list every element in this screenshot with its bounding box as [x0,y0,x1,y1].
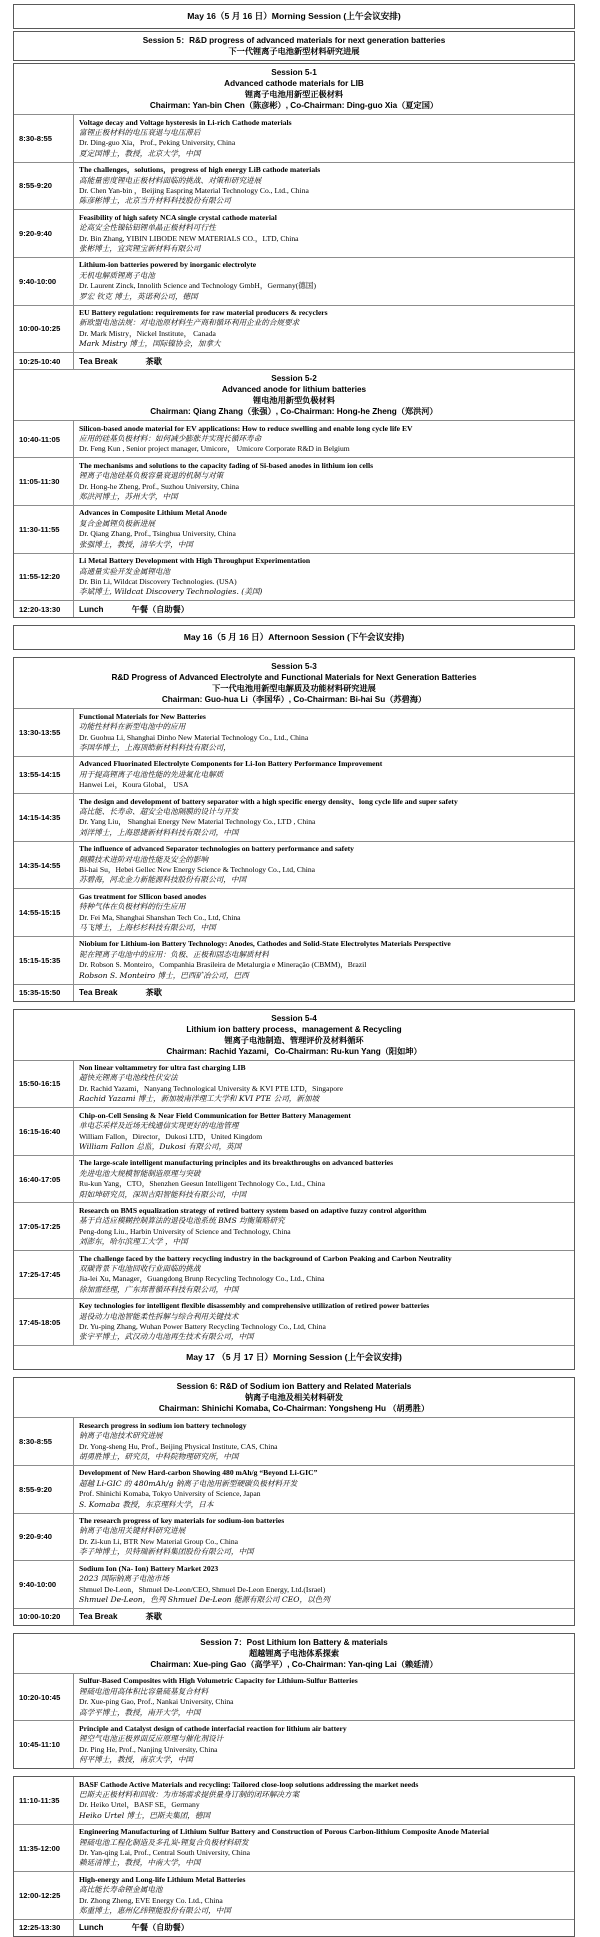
talk-line-cn: 锂离子电池硅基负极容量衰退的机制与对策 [79,471,224,481]
talk-title: Development of New Hard-carbon Showing 480 mAh/g “Beyond Li-GIC” [79,1468,318,1478]
talk-row [14,209,574,257]
talk-row [14,1777,574,1824]
talk-row [14,553,574,601]
talk-content [74,1466,574,1513]
talk-row [14,1871,574,1919]
talk-row [14,1673,574,1721]
time-cell: 11:55-12:20 [14,554,74,601]
session-header-line: Session 5：R&D progress of advanced materials for next generation batteries [142,36,446,45]
speaker-line: Dr. Feng Kun , Senior project manager, Umicore， Umicore Corporate R&D in Belgium [79,444,350,454]
talk-line-cn: 郑洪河博士，苏州大学，中国 [79,492,178,502]
talk-title: Functional Materials for New Batteries [79,711,206,721]
session-header-line: Chairman: Xue-ping Gao（高学平）, Co-Chairman: Yan-qing Lai（赖延清） [150,1659,438,1669]
talk-line-cn: 高能量密度锂电正极材料面临的挑战、对策和研究进展 [79,175,262,185]
talk-line-cn: 刘洋博士，上海恩捷新材料科技有限公司，中国 [79,827,239,837]
talk-line-cn: 无机电解质锂离子电池 [79,270,155,280]
session-header [14,1634,574,1673]
talk-title: Sulfur-Based Composites with High Volumetric Capacity for Lithium-Sulfur Batteries [79,1676,358,1686]
speaker-line: Dr. Bin Zhang, YIBIN LIBODE NEW MATERIALS CO.，LTD, China [79,233,299,243]
talk-title: The mechanisms and solutions to the capacity fading of Si-based anodes in lithium ion cells [79,460,374,470]
talk-title: The challenges，solutions，progress of high energy LiB cathode materials [79,165,321,175]
speaker-line: William Fallon，Director，Dukosi LTD，United Kingdom [79,1131,263,1141]
talk-content [74,601,574,617]
talk-content [74,1156,574,1203]
talk-row [14,888,574,936]
speaker-line: Dr. Bin Li, Wildcat Discovery Technologies. (USA) [79,576,237,586]
talk-content [74,985,574,1001]
break-row [14,1919,574,1936]
talk-line-cn: 何平博士，教授，南京大学，中国 [79,1755,193,1765]
speaker-line: Bi-hai Su，Hebei Gellec New Energy Science & Technology Co., Ltd, China [79,865,316,874]
talk-line-cn: 高比能长寿命锂金属电池 [79,1885,163,1895]
time-cell: 16:15-16:40 [14,1108,74,1155]
talk-row [14,756,574,793]
talk-line-cn: Robson S. Monteiro 博士，巴西矿冶公司，巴西 [79,970,249,980]
time-cell: 10:00-10:20 [14,1609,74,1625]
talk-title: Li Metal Battery Development with High Throughput Experimentation [79,556,311,566]
schedule-box [13,1377,575,1626]
time-cell: 14:15-14:35 [14,794,74,841]
break-row [14,600,574,617]
time-cell: 17:25-17:45 [14,1251,74,1298]
day-session-header: May 16（5 月 16 日）Morning Session (上午会议安排) [187,11,401,21]
talk-content [74,210,574,257]
session-header [14,1010,574,1060]
talk-row [14,1202,574,1250]
talk-row [14,1060,574,1108]
talk-content [74,937,574,984]
speaker-line: Shmuel De-Leon，Shmuel De-Leon/CEO, Shmuel De-Leon Energy, Ltd.(Israel) [79,1584,326,1594]
talk-content [74,1108,574,1155]
talk-line-cn: William Fallon 总监，Dukosi 有限公司，英国 [79,1141,242,1151]
talk-content [74,757,574,793]
break-label: Tea Break [79,1612,118,1622]
speaker-line: Dr. Xue-ping Gao, Prof., Nankai University, China [79,1697,234,1707]
break-label-cn: 茶歇 [145,355,162,366]
talk-content [74,306,574,353]
break-label: Lunch [79,1923,104,1933]
talk-title: Silicon-based anode material for EV applications: How to reduce swelling and enable long cycle life EV [79,423,413,433]
talk-line-cn: 复合金属锂负极新进展 [79,518,155,528]
talk-line-cn: 高学平博士，教授，南开大学，中国 [79,1707,201,1717]
speaker-line: Dr. Laurent Zinck, Innolith Science and Technology GmbH，Germany(德国) [79,281,316,291]
session-header-line: Session 6: R&D of Sodium ion Battery and Related Materials [176,1382,412,1392]
talk-title: Principle and Catalyst design of cathode interfacial reaction for lithium air battery [79,1723,347,1733]
speaker-line: Dr. Qiang Zhang, Prof., Tsinghua University, China [79,529,236,539]
time-cell: 8:30-8:55 [14,1418,74,1465]
talk-row [14,708,574,756]
talk-content [74,353,574,369]
speaker-line: Dr. Fei Ma, Shanghai Shanshan Tech Co., Ltd, China [79,912,241,922]
session-header-line: 下一代电池用新型电解质及功能材料研究进展 [212,683,376,694]
session-header-line: Session 5-1 [271,68,317,77]
session-header [14,658,574,708]
talk-content [74,421,574,457]
talk-line-cn: 论高安全性镍钴铝锂单晶正极材料可行性 [79,223,216,233]
schedule-box [13,63,575,618]
speaker-line: Dr. Yong-sheng Hu, Prof., Beijing Physical Institute, CAS, China [79,1441,278,1451]
talk-line-cn: 锂硫电池工程化制造及多孔炭-锂复合负极材料研发 [79,1837,249,1847]
talk-content [74,458,574,505]
talk-title: EU Battery regulation: requirements for raw material producers & recyclers [79,308,328,317]
talk-line-cn: 胡勇胜博士，研究员，中科院物理研究所，中国 [79,1452,239,1462]
talk-line-cn: 陈彦彬博士，北京当升材料科技股份有限公司 [79,196,231,206]
break-label: Lunch [79,604,104,614]
talk-line-cn: 张彬博士，宜宾锂宝新材料有限公司 [79,243,201,253]
speaker-line: Ru-kun Yang，CTO，Shenzhen Geesun Intelligent Technology Co., Ltd., China [79,1179,325,1189]
session-header [14,369,574,420]
speaker-line: Dr. Chen Yan-bin ，Beijing Easpring Material Technology Co., Ltd., China [79,185,309,195]
break-label: Tea Break [79,988,118,998]
talk-line-cn: 锂硫电池用高体积比容量硫基复合材料 [79,1686,209,1696]
session-header-line: Session 7：Post Lithium Ion Battery & materials [200,1637,388,1647]
talk-content [74,1777,574,1824]
session-header-line: 下一代锂离子电池新型材料研究进展 [228,46,360,56]
time-cell: 13:30-13:55 [14,709,74,756]
time-cell: 10:00-10:25 [14,306,74,353]
talk-line-cn: 罗宏 钦克 博士，英诺利公司，德国 [79,291,198,301]
talk-title: Key technologies for intelligent flexible disassembly and comprehensive utilization of retired power batteries [79,1301,430,1311]
session-header-line: Lithium ion battery process、management & Recycling [186,1024,402,1034]
talk-title: Engineering Manufacturing of Lithium Sulfur Battery and Construction of Porous Carbon-lithium Composite Anode Material [79,1827,490,1837]
talk-line-cn: 巴斯夫正极材料和回收：为市场需求提供量身订制的闭环解决方案 [79,1789,300,1799]
time-cell: 17:45-18:05 [14,1299,74,1346]
break-label-cn: 茶歇 [145,1611,162,1622]
session-header-line: Chairman: Yan-bin Chen（陈彦彬）, Co-Chairman: Ding-guo Xia（夏定国） [149,101,439,110]
talk-line-cn: 高比能、长寿命、超安全电池隔膜的设计与开发 [79,806,239,816]
time-cell: 9:40-10:00 [14,258,74,305]
talk-row [14,457,574,505]
session-header-line: Chairman: Shinichi Komaba, Co-Chairman: Yongsheng Hu （胡勇胜） [158,1404,430,1414]
schedule-table [13,4,575,1937]
time-cell: 15:50-16:15 [14,1061,74,1108]
talk-content [74,554,574,601]
schedule-box [13,31,575,61]
talk-row [14,257,574,305]
talk-content [74,1674,574,1721]
talk-line-cn: 马飞博士，上海杉杉科技有限公司，中国 [79,923,216,933]
talk-title: High-energy and Long-life Lithium Metal Batteries [79,1874,246,1884]
talk-title: Niobium for Lithium-ion Battery Technology: Anodes, Cathodes and Solid-State Electrolytes Materials Perspective [79,939,451,949]
speaker-line: Dr. Heiko Urtel，BASF SE，Germany [79,1800,200,1810]
time-cell: 14:55-15:15 [14,889,74,936]
time-cell: 10:25-10:40 [14,353,74,369]
talk-line-cn: 隔膜技术进阶对电池性能及安全的影响 [79,854,209,864]
talk-line-cn: 锂空气电池正极界面反应原理与催化剂设计 [79,1734,224,1744]
talk-title: Chip-on-Cell Sensing & Near Field Communication for Better Battery Management [79,1110,351,1120]
speaker-line: Dr. Robson S. Monteiro，Companhia Brasileira de Metalurgia e Mineração (CBMM)，Brazil [79,960,367,970]
talk-title: Sodium Ion (Na- Ion) Battery Market 2023 [79,1563,219,1573]
break-label-cn: 午餐（自助餐） [131,603,189,614]
talk-row [14,114,574,162]
talk-row [14,1560,574,1608]
talk-line-cn: 张强博士，教授，清华大学，中国 [79,539,193,549]
time-cell: 11:10-11:35 [14,1777,74,1824]
time-cell: 15:35-15:50 [14,985,74,1001]
talk-content [74,1825,574,1872]
time-cell: 8:30-8:55 [14,115,74,162]
speaker-line: Dr. Zhong Zheng, EVE Energy Co. Ltd., China [79,1895,223,1905]
talk-line-cn: 先进电池大规模智能制造原理与突破 [79,1168,201,1178]
talk-content [74,1561,574,1608]
talk-line-cn: S. Komaba 教授，东京理科大学，日本 [79,1499,214,1509]
talk-row [14,936,574,984]
talk-line-cn: 特种气体在负极材料的衍生应用 [79,902,186,912]
time-cell: 15:15-15:35 [14,937,74,984]
session-header-line: Session 5-4 [271,1013,317,1023]
session-header-line: Chairman: Guo-hua Li（李国华）, Co-Chairman: Bi-hai Su（苏碧海） [161,695,427,705]
talk-row [14,1513,574,1561]
talk-line-cn: 李国华博士，上海顶皓新材料科技有限公司， [79,742,231,752]
talk-content [74,258,574,305]
talk-row [14,305,574,353]
time-cell: 17:05-17:25 [14,1203,74,1250]
speaker-line: Dr. Hong-he Zheng, Prof., Suzhou University, China [79,481,240,491]
talk-line-cn: 李子坤博士，贝特瑞新材料集团股份有限公司，中国 [79,1547,254,1557]
schedule-box [13,1009,575,1371]
talk-title: The large-scale intelligent manufacturing principles and its breakthroughs on advanced batteries [79,1158,394,1168]
talk-line-cn: 铌在锂离子电池中的应用：负极、正极和固态电解质材料 [79,949,269,959]
time-cell: 10:20-10:45 [14,1674,74,1721]
talk-row [14,420,574,457]
talk-content [74,163,574,210]
session-header-line: R&D Progress of Advanced Electrolyte and Functional Materials for Next Generation Batteries [111,673,477,683]
speaker-line: Jia-lei Xu, Manager，Guangdong Brunp Recycling Technology Co., Ltd., China [79,1274,325,1284]
talk-title: The influence of advanced Separator technologies on battery performance and safety [79,844,354,854]
talk-content [74,1418,574,1465]
talk-row [14,1298,574,1346]
talk-title: Advanced Fluorinated Electrolyte Components for Li-Ion Battery Performance Improvement [79,759,383,769]
talk-line-cn: 高通量实验开发金属锂电池 [79,566,171,576]
time-cell: 8:55-9:20 [14,163,74,210]
talk-content [74,709,574,756]
speaker-line: Dr. Yan-qing Lai, Prof., Central South University, China [79,1848,250,1857]
talk-line-cn: 富锂正极材料的电压衰退与电压滞后 [79,127,201,137]
talk-title: Gas treatment for SIlicon based anodes [79,891,207,901]
talk-title: Voltage decay and Voltage hysteresis in Li-rich Cathode materials [79,117,292,127]
talk-content [74,1721,574,1768]
speaker-line: Dr. Yang Liu， Shanghai Energy New Material Technology Co., LTD , China [79,817,316,827]
talk-line-cn: Shmuel De-Leon，色列 Shmuel De-Leon 能源有限公司 CEO，以色列 [79,1594,330,1604]
talk-line-cn: 阳如坤研究员，深圳吉阳智能科技有限公司，中国 [79,1189,247,1199]
talk-line-cn: 单电芯采样及近场无线通信实现更好的电池管理 [79,1121,239,1131]
time-cell: 11:30-11:55 [14,506,74,553]
session-header-line: Session 5-3 [271,662,317,672]
speaker-line: Peng-dong Liu., Harbin University of Science and Technology, China [79,1226,291,1236]
time-cell: 13:55-14:15 [14,757,74,793]
speaker-line: Hanwei Lei，Koura Global， USA [79,780,189,790]
break-row [14,1608,574,1625]
schedule-box [13,657,575,1001]
time-cell: 12:25-13:30 [14,1920,74,1936]
talk-title: Feasibility of high safety NCA single crystal cathode material [79,212,277,222]
talk-line-cn: 应用的硅基负极材料：如何减少膨胀并实现长循环寿命 [79,434,262,444]
time-cell: 12:20-13:30 [14,601,74,617]
break-row [14,352,574,369]
talk-content [74,1920,574,1936]
talk-row [14,1720,574,1768]
talk-content [74,506,574,553]
speaker-line: Dr. Mark Mistry，Nickel Institute， Canada [79,328,216,338]
talk-row [14,1107,574,1155]
talk-title: Lithium-ion batteries powered by inorganic electrolyte [79,260,257,270]
talk-content [74,1609,574,1625]
schedule-box [13,1776,575,1937]
talk-line-cn: 赖延清博士，教授，中南大学，中国 [79,1858,201,1868]
talk-line-cn: 2023 国际钠离子电池市场 [79,1574,170,1584]
break-label: Tea Break [79,356,118,366]
talk-title: Research on BMS equalization strategy of retired battery system based on adaptive fuzzy control algorithm [79,1205,427,1215]
time-cell: 10:45-11:10 [14,1721,74,1768]
speaker-line: Prof. Shinichi Komaba, Tokyo University of Science, Japan [79,1489,261,1499]
speaker-line: Dr. Guohua Li, Shanghai Dinho New Material Technology Co., Ltd., China [79,732,309,742]
speaker-line: Dr. Ding-guo Xia，Prof., Peking University, China [79,138,236,148]
session-header-line: 锂离子电池制造、管理评价及材料循环 [224,1034,364,1045]
time-cell: 11:05-11:30 [14,458,74,505]
time-cell: 9:40-10:00 [14,1561,74,1608]
talk-line-cn: 超快充锂离子电池线性伏安法 [79,1073,178,1083]
talk-line-cn: 徐加雷经理，广东邦普循环科技有限公司，中国 [79,1284,239,1294]
session-header [14,1378,574,1417]
session-header-line: 超越锂离子电池体系探索 [248,1647,340,1658]
talk-row [14,1250,574,1298]
talk-row [14,793,574,841]
session-header-line: Advanced cathode materials for LIB [224,79,364,88]
talk-line-cn: 郑重博士，惠州亿纬锂能股份有限公司，中国 [79,1906,231,1916]
talk-line-cn: 刘澎东，哈尔滨理工大学 ，中国 [79,1237,188,1247]
break-label-cn: 午餐（自助餐） [131,1922,189,1933]
talk-line-cn: 基于自适应模糊控制算法的退役电池系统 BMS 均衡策略研究 [79,1216,285,1226]
talk-line-cn: 苏碧海，河北金力新能源科技股份有限公司，中国 [79,875,247,885]
talk-title: Research progress in sodium ion battery technology [79,1420,247,1430]
talk-line-cn: 钠离子电池用关键材料研究进展 [79,1526,186,1536]
talk-content [74,794,574,841]
talk-content [74,115,574,162]
time-cell: 12:00-12:25 [14,1872,74,1919]
talk-content [74,1251,574,1298]
session-header [14,64,574,114]
talk-line-cn: 张宇平博士，武汉动力电池再生技术有限公司，中国 [79,1332,254,1342]
talk-content [74,1514,574,1561]
talk-title: BASF Cathode Active Materials and recycling: Tailored close-loop solutions addressing the market needs [79,1779,419,1789]
talk-row [14,1155,574,1203]
talk-content [74,889,574,936]
session-header-line: Session 5-2 [271,374,317,384]
session-header [14,32,574,60]
talk-line-cn: 超越 Li-GIC 的 480mAh/g 钠离子电池用新型硬碳负极材料开发 [79,1478,298,1488]
schedule-box [13,1633,575,1769]
talk-content [74,1872,574,1919]
talk-content [74,842,574,889]
talk-row [14,162,574,210]
break-label-cn: 茶歇 [145,987,162,998]
time-cell: 10:40-11:05 [14,421,74,457]
talk-row [14,1417,574,1465]
time-cell: 8:55-9:20 [14,1466,74,1513]
talk-line-cn: 李斌博士, Wildcat Discovery Technologies. (美国) [79,587,263,597]
talk-line-cn: 功能性材料在新型电池中的应用 [79,722,186,732]
speaker-line: Dr. Ping He, Prof., Nanjing University, China [79,1744,218,1754]
talk-line-cn: Rachid Yazami 博士，新加坡南洋理工大学和 KVI PTE 公司，新加坡 [79,1094,320,1104]
time-cell: 11:35-12:00 [14,1825,74,1872]
schedule-box [13,625,575,650]
break-row [14,984,574,1001]
talk-content [74,1299,574,1346]
talk-line-cn: 双碳背景下电池回收行业面临的挑战 [79,1263,201,1273]
time-cell: 9:20-9:40 [14,210,74,257]
talk-content [74,1203,574,1250]
talk-row [14,505,574,553]
session-header-line: 钠离子电池及相关材料研发 [244,1392,344,1403]
talk-content [74,1061,574,1108]
schedule-box [13,4,575,29]
talk-row [14,1824,574,1872]
talk-line-cn: 用于提高锂离子电池性能的先进氟化电解质 [79,769,224,779]
time-cell: 9:20-9:40 [14,1514,74,1561]
talk-row [14,841,574,889]
session-header-line: Chairman: Rachid Yazami，Co-Chairman: Ru-kun Yang（阳如坤） [166,1046,422,1056]
talk-line-cn: 新欧盟电池法规：对电池原材料生产商和循环利用企业的合规要求 [79,318,300,328]
speaker-line: Dr. Rachid Yazami，Nanyang Technological University & KVI PTE LTD，Singapore [79,1083,343,1093]
talk-row [14,1465,574,1513]
talk-line-cn: 退役动力电池智能柔性拆解与综合利用关键技术 [79,1311,239,1321]
session-header-line: 锂电池用新型负极材料 [253,395,335,406]
time-cell: 14:35-14:55 [14,842,74,889]
session-header-line: Advanced anode for lithium batteries [221,385,367,395]
day-session-header: May 16（5 月 16 日）Afternoon Session (下午会议安排) [183,632,405,643]
speaker-line: Dr. Zi-kun Li, BTR New Material Group Co., China [79,1536,239,1546]
time-cell: 16:40-17:05 [14,1156,74,1203]
talk-title: The challenge faced by the battery recycling industry in the background of Carbon Peaking and Carbon Neutrality [79,1253,452,1263]
talk-line-cn: Mark Mistry 博士，国际镍协会，加拿大 [79,339,221,349]
session-header-line: Chairman: Qiang Zhang（张强）, Co-Chairman: Hong-he Zheng（郑洪河） [150,407,438,417]
talk-title: Non linear voltammetry for ultra fast charging LIB [79,1063,246,1073]
talk-line-cn: 夏定国博士，教授，北京大学，中国 [79,148,201,158]
talk-title: The research progress of key materials for sodium-ion batteries [79,1516,285,1526]
talk-line-cn: Heiko Urtel 博士，巴斯夫集团，德国 [79,1810,211,1820]
session-header-line: 锂离子电池用新型正极材料 [244,89,344,99]
speaker-line: Dr. Yu-ping Zhang, Wuhan Power Battery Recycling Technology Co., Ltd, China [79,1322,326,1331]
talk-title: Advances in Composite Lithium Metal Anode [79,508,227,518]
talk-title: The design and development of battery separator with a high specific energy density、long cycle life and super safety [79,796,458,806]
day-session-header: May 17 （5 月 17 日）Morning Session (上午会议安排) [14,1345,574,1369]
talk-line-cn: 钠离子电池技术研究进展 [79,1431,163,1441]
